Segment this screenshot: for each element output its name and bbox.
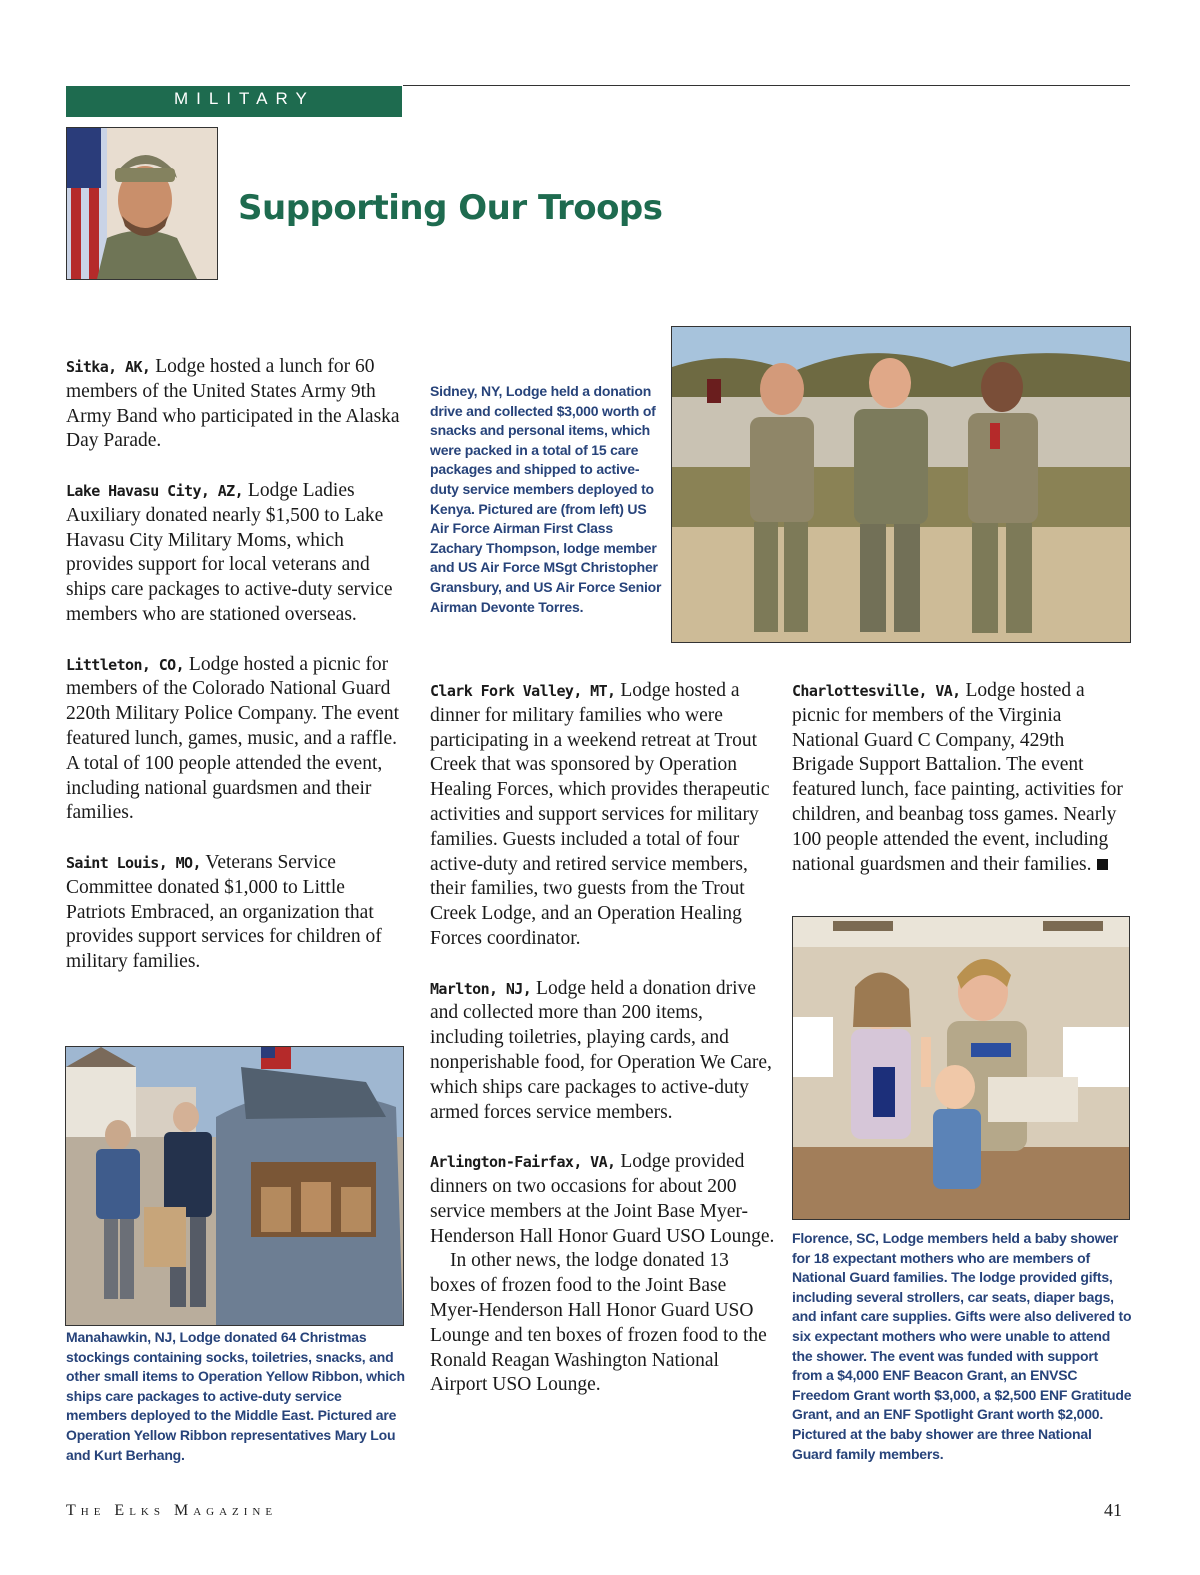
manahawkin-photo [65, 1046, 404, 1326]
article-littleton [66, 653, 406, 827]
end-of-article-icon [1097, 859, 1108, 870]
article-lead: Charlottesville, VA, [792, 682, 961, 700]
article-sitka [66, 355, 406, 454]
caption-lead: Manahawkin, NJ, [66, 1329, 176, 1345]
right-column [792, 679, 1130, 877]
caption-body: Lodge donated 64 Christmas stockings containing socks, toiletries, snacks, and other small items to Operation Yellow Ribbon, which ships care packages to active-duty service members deployed to the Middle East. Pictured are Operation Yellow Ribbon representatives Mary Lou and Kurt Berhang. [66, 1329, 405, 1463]
caption-lead: Sidney, NY, [430, 383, 503, 399]
manahawkin-caption [66, 1328, 406, 1465]
article-lead: Lake Havasu City, AZ, [66, 481, 244, 500]
florence-photo [792, 916, 1130, 1220]
article-body: Lodge Ladies Auxiliary donated nearly $1,500 to Lake Havasu City Military Moms, which provides support for local veterans and ships care packages to active-duty service members who are stationed overseas. [66, 479, 393, 625]
article-arlington-continued: In other news, the lodge donated 13 boxes of frozen food to the Joint Base Myer-Henderson Hall Honor Guard USO Lounge and ten boxes of frozen food to the Ronald Reagan Washington National Airport USO Lounge. [430, 1250, 767, 1396]
left-column [66, 355, 406, 975]
article-lead: Saint Louis, MO, [66, 853, 201, 872]
page-title: Supporting Our Troops [238, 188, 663, 228]
article-lead: Littleton, CO, [66, 655, 185, 674]
article-body: Veterans Service Committee donated $1,000 to Little Patriots Embraced, an organization that provides support services for children of military families. [66, 851, 382, 973]
article-body: Lodge hosted a lunch for 60 members of the United States Army 9th Army Band who participated in the Alaska Day Parade. [66, 356, 400, 452]
article-body: Lodge hosted a dinner for military families who were participating in a weekend retreat at Trout Creek that was sponsored by Operation Healing Forces, which provides therapeutic activities and support services for military families. Guests included a total of four active-duty and retired service members, their families, two guests from the Trout Creek Lodge, and an Operation Healing Forces coordinator. [430, 680, 770, 949]
top-rule [403, 85, 1130, 86]
sidney-photo [671, 326, 1131, 643]
section-label: MILITARY [174, 89, 315, 108]
article-arlington [430, 1150, 775, 1249]
caption-lead: Florence, SC, [792, 1230, 879, 1246]
florence-caption [792, 1229, 1132, 1464]
article-body: Lodge hosted a picnic for members of the Virginia National Guard C Company, 429th Brigade Support Battalion. The event featured lunch, face painting, activities for children, and beanbag toss games. Nearly 100 people attended the event, including national guardsmen and their families. [792, 680, 1123, 875]
article-lead: Arlington-Fairfax, VA, [430, 1153, 616, 1172]
caption-body: Lodge held a donation drive and collected $3,000 worth of snacks and personal items, which were packed in a total of 15 care packages and shipped to active-duty service members deployed to Kenya. Pictured are (from left) US Air Force Airman First Class Zachary Thompson, lodge member and US Air Force MSgt Christopher Gransbury, and US Air Force Senior Airman Devonte Torres. [430, 383, 662, 615]
article-lake-havasu [66, 479, 406, 628]
page-number: 41 [1104, 1500, 1122, 1520]
article-body: Lodge hosted a picnic for members of the Colorado National Guard 220th Military Police Company. The event featured lunch, games, music, and a raffle. A total of 100 people attended the event, including national guardsmen and their families. [66, 653, 400, 824]
section-banner [66, 86, 402, 117]
article-lead: Marlton, NJ, [430, 979, 532, 998]
article-marlton [430, 977, 775, 1126]
magazine-name: The Elks Magazine [66, 1502, 278, 1519]
caption-body: Lodge members held a baby shower for 18 expectant mothers who are members of National Guard families. The lodge provided gifts, including several strollers, car seats, diaper bags, and infant care supplies. Gifts were also delivered to six expectant mothers who were unable to attend the shower. The event was funded with support from a $4,000 ENF Beacon Grant, an ENVSC Freedom Grant worth $3,000, a $2,500 ENF Gratitude Grant, and an ENF Spotlight Grant worth $2,000. Pictured at the baby shower are three National Guard family members. [792, 1230, 1132, 1462]
sidney-caption [430, 382, 662, 617]
article-lead: Clark Fork Valley, MT, [430, 682, 616, 700]
article-body: Lodge provided dinners on two occasions for about 200 service members at the Joint Base Myer-Henderson Hall Honor Guard USO Lounge. [430, 1151, 775, 1247]
soldier-portrait [66, 127, 218, 280]
article-lead: Sitka, AK, [66, 358, 151, 376]
middle-column [430, 679, 775, 1398]
article-clark-fork [430, 679, 775, 952]
article-body: Lodge held a donation drive and collected more than 200 items, including toiletries, playing cards, and nonperishable food, for Operation We Care, which ships care packages to active-duty armed forces service members. [430, 977, 772, 1123]
article-saint-louis [66, 851, 406, 975]
article-charlottesville [792, 679, 1130, 877]
